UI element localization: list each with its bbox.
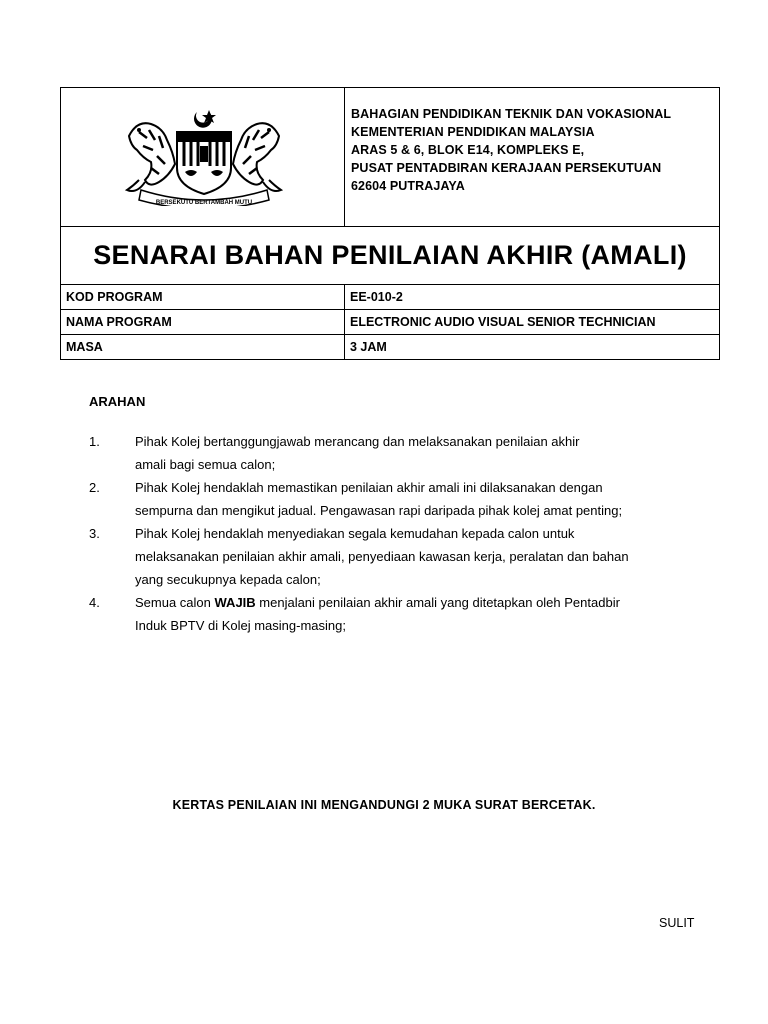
item-text-line: Pihak Kolej hendaklah memastikan penilaian akhir amali ini dilaksanakan dengan <box>135 480 603 495</box>
item-text-line: yang secukupnya kepada calon; <box>135 572 321 587</box>
item-text-line: Pihak Kolej hendaklah menyediakan segala kemudahan kepada calon untuk <box>135 526 575 541</box>
address-line: KEMENTERIAN PENDIDIKAN MALAYSIA <box>351 125 595 139</box>
address-line: PUSAT PENTADBIRAN KERAJAAN PERSEKUTUAN <box>351 161 662 175</box>
program-code-value: EE-010-2 <box>350 290 403 304</box>
item-number: 3. <box>89 526 100 541</box>
field-value-cell <box>345 285 720 310</box>
emphasis-text: WAJIB <box>214 595 256 610</box>
item-text-segment: Semua calon <box>135 595 215 610</box>
field-label-cell <box>61 335 345 360</box>
page-count-note: KERTAS PENILAIAN INI MENGANDUNGI 2 MUKA SURAT BERCETAK. <box>172 798 596 812</box>
address-line: 62604 PUTRAJAYA <box>351 179 465 193</box>
emblem-motto: BERSEKUTU BERTAMBAH MUTU <box>155 200 253 206</box>
item-number: 1. <box>89 434 100 449</box>
address-line: ARAS 5 & 6, BLOK E14, KOMPLEKS E, <box>351 143 585 157</box>
list-item <box>89 522 709 591</box>
program-name-label: NAMA PROGRAM <box>66 315 172 329</box>
item-text-line <box>135 591 709 614</box>
program-code-label: KOD PROGRAM <box>66 290 163 304</box>
list-item <box>89 591 709 637</box>
header-table <box>60 87 720 360</box>
field-label-cell <box>61 310 345 335</box>
address-line: BAHAGIAN PENDIDIKAN TEKNIK DAN VOKASIONAL <box>351 107 672 121</box>
field-value-cell <box>345 335 720 360</box>
item-text-line: Induk BPTV di Kolej masing-masing; <box>135 618 346 633</box>
field-value-cell <box>345 310 720 335</box>
item-text-line: amali bagi semua calon; <box>135 457 276 472</box>
coat-of-arms-emblem <box>119 106 289 206</box>
duration-value: 3 JAM <box>350 340 387 354</box>
item-text-line: sempurna dan mengikut jadual. Pengawasan rapi daripada pihak kolej amat penting; <box>135 503 623 518</box>
duration-label: MASA <box>66 340 103 354</box>
item-number: 4. <box>89 595 100 610</box>
document-title: SENARAI BAHAN PENILAIAN AKHIR (AMALI) <box>93 240 687 270</box>
program-name-value: ELECTRONIC AUDIO VISUAL SENIOR TECHNICIAN <box>350 315 656 329</box>
title-cell <box>61 227 720 285</box>
list-item <box>89 430 709 476</box>
item-number: 2. <box>89 480 100 495</box>
item-text-line: Pihak Kolej bertanggungjawab merancang dan melaksanakan penilaian akhir <box>135 434 580 449</box>
field-label-cell <box>61 285 345 310</box>
item-text-line: melaksanakan penilaian akhir amali, penyediaan kawasan kerja, peralatan dan bahan <box>135 549 629 564</box>
instructions-list <box>89 430 709 637</box>
address-block <box>345 88 720 227</box>
item-text-segment: menjalani penilaian akhir amali yang ditetapkan oleh Pentadbir <box>255 595 620 610</box>
instructions-heading: ARAHAN <box>89 394 146 409</box>
emblem-cell <box>61 88 345 227</box>
list-item <box>89 476 709 522</box>
classification-label: SULIT <box>659 916 695 930</box>
